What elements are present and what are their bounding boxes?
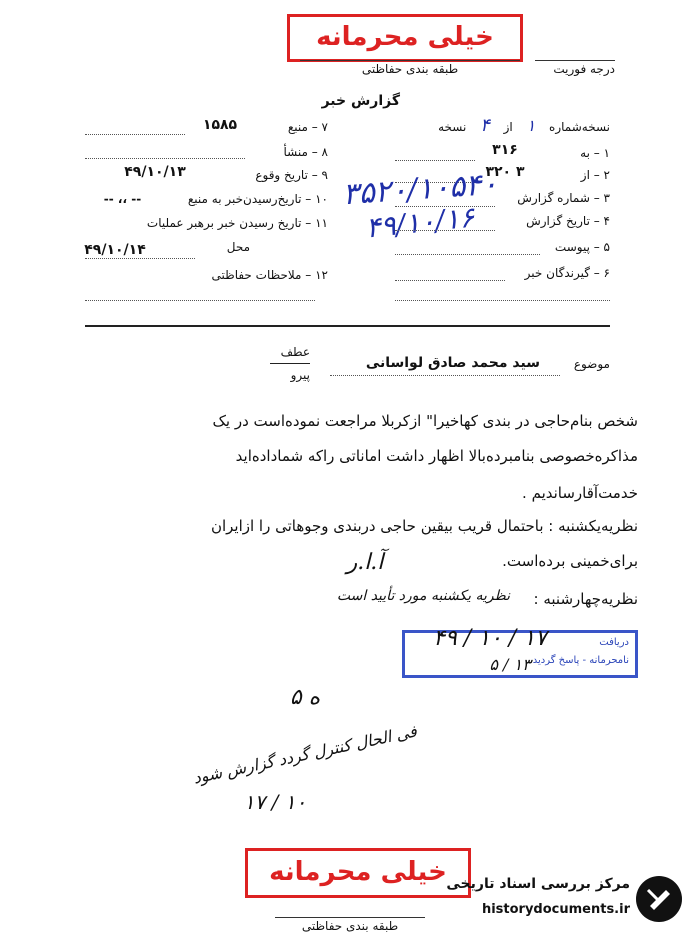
reference-peyro-label: پیرو (290, 368, 310, 382)
body-line-2: مذاکره‌خصوصی بنامبرده‌بالا اظهار داشت اماناتی راکه شماداده‌اید (235, 447, 638, 465)
reference-atf-label: عطف (280, 345, 310, 359)
copy-number-label: نسخه‌شماره (549, 120, 610, 134)
watermark (438, 870, 688, 928)
handwritten-note-3: ۱۷ / ۱۰ (243, 790, 307, 814)
wednesday-label: نظریه‌چهارشنبه : (533, 590, 638, 608)
field-11-dots (85, 258, 195, 259)
body-line-4: نظریه‌یکشنبه : باحتمال قریب بیقین حاجی دربندی وجوهاتی را ازایران (210, 517, 638, 535)
received-stamp-caption-1: دریافت (599, 637, 629, 648)
field-11-label: ۱۱ – تاریخ رسیدن خبر برهبر عملیات (146, 216, 328, 230)
field-6-dots-2 (395, 300, 610, 301)
subject-dots (330, 375, 560, 376)
signature-hand: آ.ا.ر (346, 550, 384, 575)
body-line-5: برای‌خمینی برده‌است. (502, 552, 638, 570)
handwritten-note-1: ۵ ه (289, 685, 321, 710)
field-9-value: ۴۹/۱۰/۱۳ (124, 164, 186, 180)
top-classification-caption: طبقه بندی حفاظتی (300, 60, 520, 76)
watermark-title: مرکز بررسی اسناد تاریخی (446, 876, 630, 892)
top-classification-stamp (287, 14, 523, 62)
field-11-value: ۴۹/۱۰/۱۴ (84, 242, 146, 258)
handwritten-note-2: فی الحال کنترل گردد گزارش شود (191, 721, 419, 788)
field-5-dots (395, 254, 540, 255)
field-3-hand-value: ۳۵۲۰/۱۰۵۴۰ (341, 166, 499, 213)
reference-divider (270, 363, 310, 364)
copy-of-label: از (503, 120, 513, 134)
field-8-dots (85, 158, 245, 159)
body-line-1: شخص بنام‌حاجی در بندی کهاخیرا" ازکربلا مراجعت نموده‌است در یک (212, 412, 638, 430)
body-line-3: خدمت‌آقارساندیم . (522, 484, 638, 502)
top-stamp-text: خیلی محرمانه (316, 22, 494, 52)
received-stamp-date-hand: ۴۹ / ۱۰ / ۱۷ (433, 626, 547, 651)
copy-number-row (395, 115, 610, 136)
field-7-label: ۷ – منبع (287, 120, 328, 134)
field-2-label: ۲ – از (580, 168, 610, 182)
field-5-label: ۵ – پیوست (554, 240, 610, 254)
field-1-value: ۳۱۶ (492, 142, 518, 158)
wednesday-hand: نظریه یکشنبه مورد تأیید است (336, 588, 510, 604)
field-10-value: -- ،، -- (103, 192, 142, 206)
received-stamp-caption-2: نامحرمانه - پاسخ گردید (532, 655, 629, 666)
copy-total-hand: ۴ (480, 115, 490, 136)
copy-word-label: نسخه (438, 120, 467, 134)
received-stamp-number-hand: ۵ / ۱۳ (489, 655, 531, 674)
field-4-dots (395, 230, 495, 231)
field-12-dots (85, 300, 315, 301)
watermark-logo-icon (636, 876, 682, 922)
page-title: گزارش خبر (321, 93, 400, 109)
subject-label: موضوع (573, 357, 610, 371)
bottom-stamp-text: خیلی محرمانه (269, 857, 447, 887)
priority-label: درجه فوریت (535, 60, 615, 76)
field-6-label: ۶ – گیرندگان خبر (524, 266, 610, 280)
field-3-label: ۳ – شماره گزارش (517, 191, 610, 205)
field-7-dots (85, 134, 185, 135)
field-9-label: ۹ – تاریخ وقوع (255, 168, 328, 182)
copy-number-hand: ۱ (526, 116, 536, 135)
subject-value: سید محمد صادق لواسانی (365, 355, 540, 371)
field-7-value: ۱۵۸۵ (202, 117, 238, 133)
watermark-url: historydocuments.ir (481, 902, 630, 917)
field-2-value: ۳۲۰ ۳ (485, 164, 525, 180)
field-6-dots (395, 280, 505, 281)
field-12-label: ۱۲ – ملاحظات حفاظتی (211, 268, 328, 282)
field-8-label: ۸ – منشأ (283, 145, 328, 159)
field-4-label: ۴ – تاریخ گزارش (526, 214, 610, 228)
bottom-classification-caption: طبقه بندی حفاظتی (275, 917, 425, 933)
field-1-dots (395, 160, 475, 161)
header-separator (85, 325, 610, 327)
field-1-label: ۱ – به (580, 146, 610, 160)
field-4-hand-value: ۴۹/۱۰/۱۶ (364, 200, 476, 245)
field-11-sub: محل (226, 240, 250, 254)
field-10-label: ۱۰ – تاریخ‌رسیدن‌خبر به منبع (187, 192, 328, 206)
